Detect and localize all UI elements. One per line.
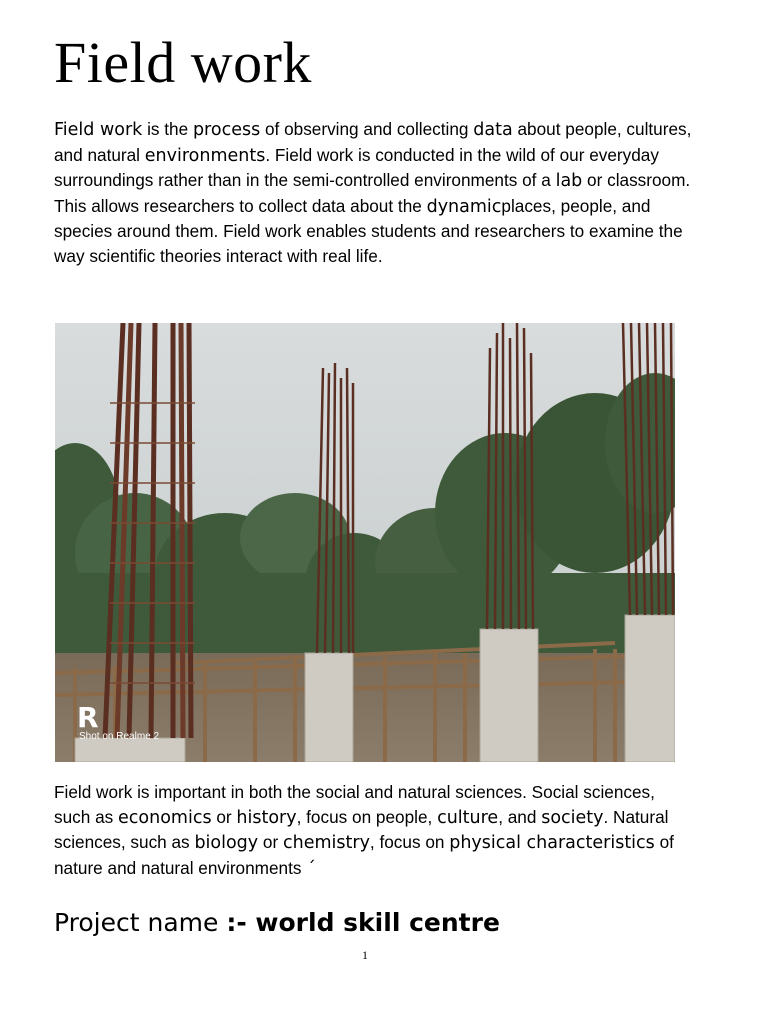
photo-illustration bbox=[55, 323, 675, 762]
text-run: of nature and natural environments bbox=[54, 832, 674, 878]
stray-mark: ´ bbox=[301, 858, 316, 879]
text-run: , focus on bbox=[369, 832, 450, 852]
project-name bbox=[54, 908, 500, 937]
project-label: Project name bbox=[54, 908, 227, 937]
text-run: or bbox=[258, 832, 283, 852]
term-process: process bbox=[192, 120, 261, 140]
realme-logo: R bbox=[77, 701, 99, 734]
text-run: of observing and collecting bbox=[260, 119, 474, 139]
term-society: society bbox=[541, 807, 604, 828]
text-run: . Natural sciences, such as bbox=[54, 806, 669, 852]
text-run: , focus on people, bbox=[296, 806, 438, 827]
term-chemistry: chemistry bbox=[283, 833, 370, 853]
term-environments: environments bbox=[144, 145, 266, 166]
importance-paragraph bbox=[54, 780, 694, 881]
term-data: data bbox=[473, 120, 513, 140]
text-run: about people, cultures, and natural bbox=[54, 119, 692, 165]
project-value: :- world skill centre bbox=[226, 908, 500, 937]
intro-paragraph bbox=[54, 117, 694, 268]
document-title: Field work bbox=[54, 30, 312, 95]
term-biology: biology bbox=[194, 833, 259, 853]
watermark-text: Shot on Realme 2 bbox=[79, 731, 160, 742]
text-run: Field work is important in both the social and natural sciences. Social sciences, such as bbox=[54, 782, 655, 827]
term-economics: economics bbox=[118, 807, 212, 828]
page-number: 1 bbox=[362, 948, 368, 962]
text-run: or classroom. This allows researchers to collect data about the bbox=[54, 170, 691, 216]
term-dynamic: dynamic bbox=[426, 196, 502, 217]
term-culture: culture bbox=[437, 807, 499, 828]
term-physical-characteristics: physical characteristics bbox=[449, 833, 655, 853]
text-run: is the bbox=[142, 119, 193, 139]
text-run: . Field work is conducted in the wild of our everyday surroundings rather than in the semi-controlled environments of a bbox=[54, 144, 659, 190]
term-field-work: Field work bbox=[54, 120, 143, 140]
text-run: or bbox=[211, 806, 237, 827]
construction-site-photo bbox=[55, 323, 675, 762]
term-lab: lab bbox=[555, 171, 583, 191]
term-history: history bbox=[236, 807, 297, 828]
text-run: places, people, and species around them. Field work enables students and researchers to examine the way scientific theories interact with real life. bbox=[54, 195, 683, 266]
text-run: , and bbox=[498, 806, 542, 827]
